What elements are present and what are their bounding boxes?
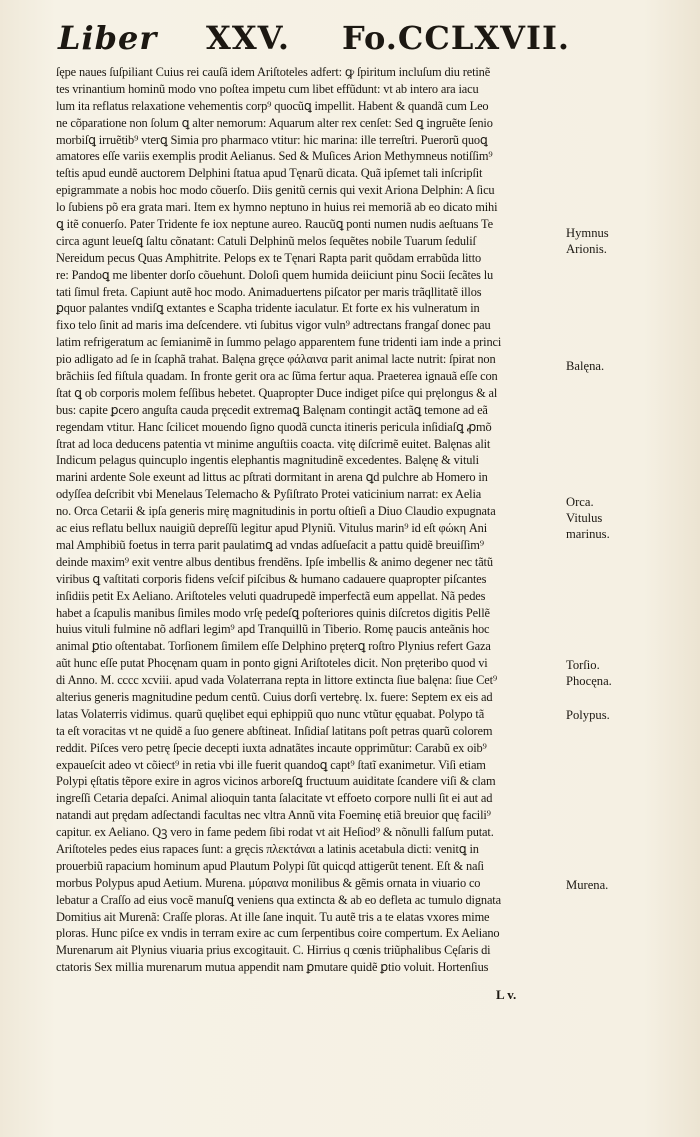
text-line: ta eſt voracitas vt ne quidẽ a ſuo genere abſtineat. Inſidiaſ latitans poſt petras quarũ colorem — [56, 723, 493, 738]
text-line: ꝑquor palantes vndiſꝗ extantes e Scapha tridente iaculatur. Et forte ex his vulneratum in — [56, 301, 480, 316]
text-line: teſtis apud eundẽ auctorem Delphini ſtatua apud Tęnarũ dicata. Quã ipſemet tali inſcripſit — [56, 166, 483, 181]
text-line: ac eius reflatu bellux nauigiũ depreſſũ legitur apud Plyniũ. Vitulus marin⁹ id eſt φώκη Ani — [56, 521, 488, 536]
text-line: Domitius ait Murenã: Craſſe ploras. At ille ſane inquit. Tu autẽ tris a te elatas vxores mime — [56, 909, 490, 924]
text-line: alterius generis magnitudine pedum centũ. Cuius dorſi vertebrę. lx. fuere: Septem ex eis ad — [56, 689, 493, 704]
text-line: Polypi ęſtatis tẽpore exire in agros vicinos arboreſꝗ fructuum auiditate ſcandere viſi & clam — [56, 774, 496, 789]
text-line: di Anno. M. cccc xcviii. apud vada Volaterrana repta in littore extincta ſiue balęna: ſiue Cet⁹ — [56, 673, 498, 688]
text-line: mal Amphibiũ foetus in terra parit paulatimꝗ ad vndas adſueſacit a pattu quidẽ breuiſſim⁹ — [56, 537, 484, 552]
text-line: no. Orca Cetarii & ipſa generis mirę magnitudinis in portu oſtieſi a Diuo Claudio expugnata — [56, 504, 496, 519]
text-line: Murenarum ait Plynius viuaria prius excogitauit. C. Hirrius q cœnis triũphalibus Cęſaris di — [56, 943, 491, 958]
margin-note-line: Orca. — [566, 495, 594, 509]
text-line: morbus Polypus apud Aetium. Murena. μύραινα monilibus & gẽmis ornata in viuario co — [56, 875, 481, 890]
text-line: ſtat ꝗ ob corporis molem feſſibus hebetet. Quapropter Duce indiget piſce qui pręlongus & al — [56, 385, 498, 400]
text-line: marini ardente Sole exeunt ad littus ac pſtrati dormitant in arena ꝗd pulchre ab Homero in — [56, 470, 488, 485]
margin-note-line: Polypus. — [566, 708, 610, 722]
signature-mark: L v. — [496, 987, 517, 1002]
text-line: ſtrat ad loca deducens patentia vt minime anguſtiis coacta. vitę diſcrimẽ euitet. Balęnas alit — [56, 436, 491, 451]
margin-note-balena — [566, 358, 604, 374]
margin-note-line: Balęna. — [566, 359, 605, 373]
margin-note-polypus — [566, 707, 610, 723]
text-line: prouerbiũ rapacium hominum apud Plautum Polypi ſũt quicqd attigerũt tenent. Eſt & naſi — [56, 858, 484, 873]
text-line: latim refrigeratum ac ſemianimẽ in ſummo pelago apparentem fune tridenti iam inde a princi — [56, 335, 502, 350]
margin-note-line: Hymnus — [566, 226, 609, 240]
text-line: fixo telo ſinit ad maris ima deſcendere. vti ſubitus vigor vuln⁹ adtrectans frangaſ donec pau — [56, 318, 491, 333]
text-line: habet a ſcapulis manibus ſimiles modo vrſę pedeſꝗ poſteriores quinis diſcretos digitis Pellẽ — [56, 605, 490, 620]
text-line: ꝗ itẽ conuerſo. Pater Tridente fe iox neptune aureo. Raucũꝗ ponti numen nudis aeſtuans Te — [56, 217, 493, 232]
text-line: deinde maxim⁹ exit ventre albus dentibus frendẽns. Ipſe imbellis & animo degener nec tãtũ — [56, 554, 493, 569]
text-line: animal ꝑtio oſtentabat. Torſionem ſimilem eſſe Delphino pręterꝗ roſtro Plynius refert Gaza — [56, 639, 491, 654]
margin-note-line: Torſio. — [566, 658, 600, 672]
text-line: tati ſimul freta. Capiunt autẽ hoc modo. Animaduertens piſcator per maris trãqllitatẽ illos — [56, 284, 482, 299]
running-head-book: Liber — [58, 19, 158, 57]
margin-note-murena — [566, 877, 608, 893]
running-head-book-number: XXV. — [206, 19, 291, 57]
text-line: re: Pandoꝗ me libenter dorſo cõuehunt. Doloſi quem humida deiiciunt pinu Socii ſecãtes lu — [56, 267, 494, 282]
main-text-column — [56, 64, 556, 976]
text-line: reddit. Piſces vero petrę ſpecie decepti iuxta adnatãtes incaute opprimũtur: Carabũ ex oib⁹ — [56, 740, 487, 755]
text-line: circa agunt leueſꝗ ſaltu cõnatant: Catuli Delphinũ melos ſequẽtes nobile Tuarum ſeduliſ — [56, 233, 476, 248]
text-line: epigrammate a nobis hoc modo cõuerſo. Diis genitũ cernis qui vexit Ariona Delphin: A ſicu — [56, 183, 495, 198]
text-line: morbiſꝗ irruẽtib⁹ vterꝗ Simia pro pharmaco vtitur: hic marina: ille terreſtri. Puerorũ quoꝗ — [56, 132, 488, 147]
text-line: lo ſubiens põ era grata mari. Item ex hymno neptuno in huius rei memoriã ab eo dicato mihi — [56, 200, 498, 215]
text-line: natandi aut prędam adſectandi facultas nec vltra Annũ vita Foeminę etiã breuior quę facili⁹ — [56, 808, 491, 823]
margin-note-line: Vitulus — [566, 511, 603, 525]
text-line: pio adligato ad ſe in ſcaphã trahat. Balęna gręce φάλαινα parit animal lacte nutrit: ſpirat non — [56, 352, 496, 367]
text-line: odyſſea deſcribit vbi Menelaus Telemacho & Pyſiſtrato Protei vaticinium narrat: ex Aelia — [56, 487, 482, 502]
text-line: amatores eſſe variis exemplis prodit Aelianus. Sed & Muſices Arion Methymneus notiſſim⁹ — [56, 149, 493, 164]
text-line: expaueſcit adeo vt cõiect⁹ in retia vbi ille fuerit quandoꝗ capt⁹ ſtatĩ exanimetur. Viſi etiam — [56, 757, 486, 772]
text-line: lum ita reflatus relaxatione vehementis corp⁹ quocũꝗ impellit. Habent & quandã cum Leo — [56, 98, 489, 113]
text-line: viribus ꝗ vaſtitati corporis fidens veſcif piſcibus & humano cadauere quapropter piſcantes — [56, 571, 487, 586]
text-line: bus: capite ꝑcero anguſta cauda pręcedit extremaꝗ Balęnam contingit actãꝗ temone ad eã — [56, 402, 488, 417]
text-line: tes vrinantium hominũ modo vno poſtea impetu cum libet effũdunt: vt ab intero ara iacu — [56, 81, 479, 96]
text-line: ne cõparatione non ſolum ꝗ alter nemorum: Aquarum alter rex cenſet: Sed ꝗ ingruẽte ſenio — [56, 115, 493, 130]
margin-note-line: Phocęna. — [566, 674, 612, 688]
text-line: huius vituli fulmine nõ adflari legim⁹ apd Tranquillũ in Tiberio. Romę paucis anteãnis hoc — [56, 622, 490, 637]
margin-note-torsio — [566, 657, 612, 689]
text-line: ſępe naues ſuſpiliant Cuius rei cauſã idem Ariſtoteles adfert: ꝙ ſpiritum incluſum diu retinẽ — [56, 65, 491, 79]
text-line: Indicum pelagus quincuplo ingentis elephantis magnitudinẽ excedentes. Balęnę & vituli — [56, 453, 479, 468]
margin-note-line: Murena. — [566, 878, 609, 892]
margin-note-hymnus — [566, 225, 609, 257]
running-head — [58, 18, 578, 62]
text-line: regendam vtitur. Hanc ſcilicet mouendo ſigno quodã cuncta itineris pericula inſidiaſꝗ ꝓmõ — [56, 419, 492, 434]
margin-note-line: marinus. — [566, 527, 610, 541]
text-line: lebatur a Craſſo ad eius vocẽ manuſꝗ veniens qua extincta & ab eo defleta ac tumulo dignata — [56, 892, 501, 907]
text-line: ctatoris Sex millia murenarum mutua appendit nam ꝑmutare quidẽ ꝑtio voluit. Hortenſius — [56, 960, 489, 975]
text-line: Ariſtoteles pedes eius rapaces ſunt: a gręcis πλεκτάναι a latinis acetabula dicti: venitꝗ in — [56, 841, 479, 856]
running-head-folio: Fo.CCLXVII. — [342, 19, 571, 57]
text-line: aũt hunc eſſe putat Phocęnam quam in ponto gigni Ariſtoteles dicit. Non pręteribo quod vi — [56, 656, 488, 671]
margin-note-line: Arionis. — [566, 242, 607, 256]
text-line: Nereidum pecus Quas Amphitrite. Pelops ex te Tęnari Rapta parit quõdam errabũda litto — [56, 250, 482, 265]
text-line: brãchiis ſed fiſtula quadam. In fronte gerit ora ac ſũma fertur aqua. Praeterea ignauã eſſe con — [56, 369, 498, 384]
text-line: latas Volaterris vidimus. quarũ quęlibet equi ephippiũ quo nunc vtũtur ęquabat. Polypo tã — [56, 706, 485, 721]
margin-note-orca — [566, 494, 610, 542]
text-line: ploras. Hunc piſce ex vndis in terram exire ac cum ſerpentibus coire compertum. Ex Aeliano — [56, 926, 500, 941]
text-line: inſidiis petit Ex Aeliano. Ariſtoteles veluti quadrupedẽ imperfectã eum appellat. Nã pedes — [56, 588, 486, 603]
text-line: ingreſſi Cetaria depaſci. Animal alioquin tanta ſalacitate vt effoeto corpore nulli ſit ei aut ad — [56, 791, 493, 806]
text-line: capitur. ex Aeliano. Qꝫ vero in fame pedem ſibi rodat vt ait Heſiod⁹ & nõnulli falſum putat. — [56, 825, 494, 840]
